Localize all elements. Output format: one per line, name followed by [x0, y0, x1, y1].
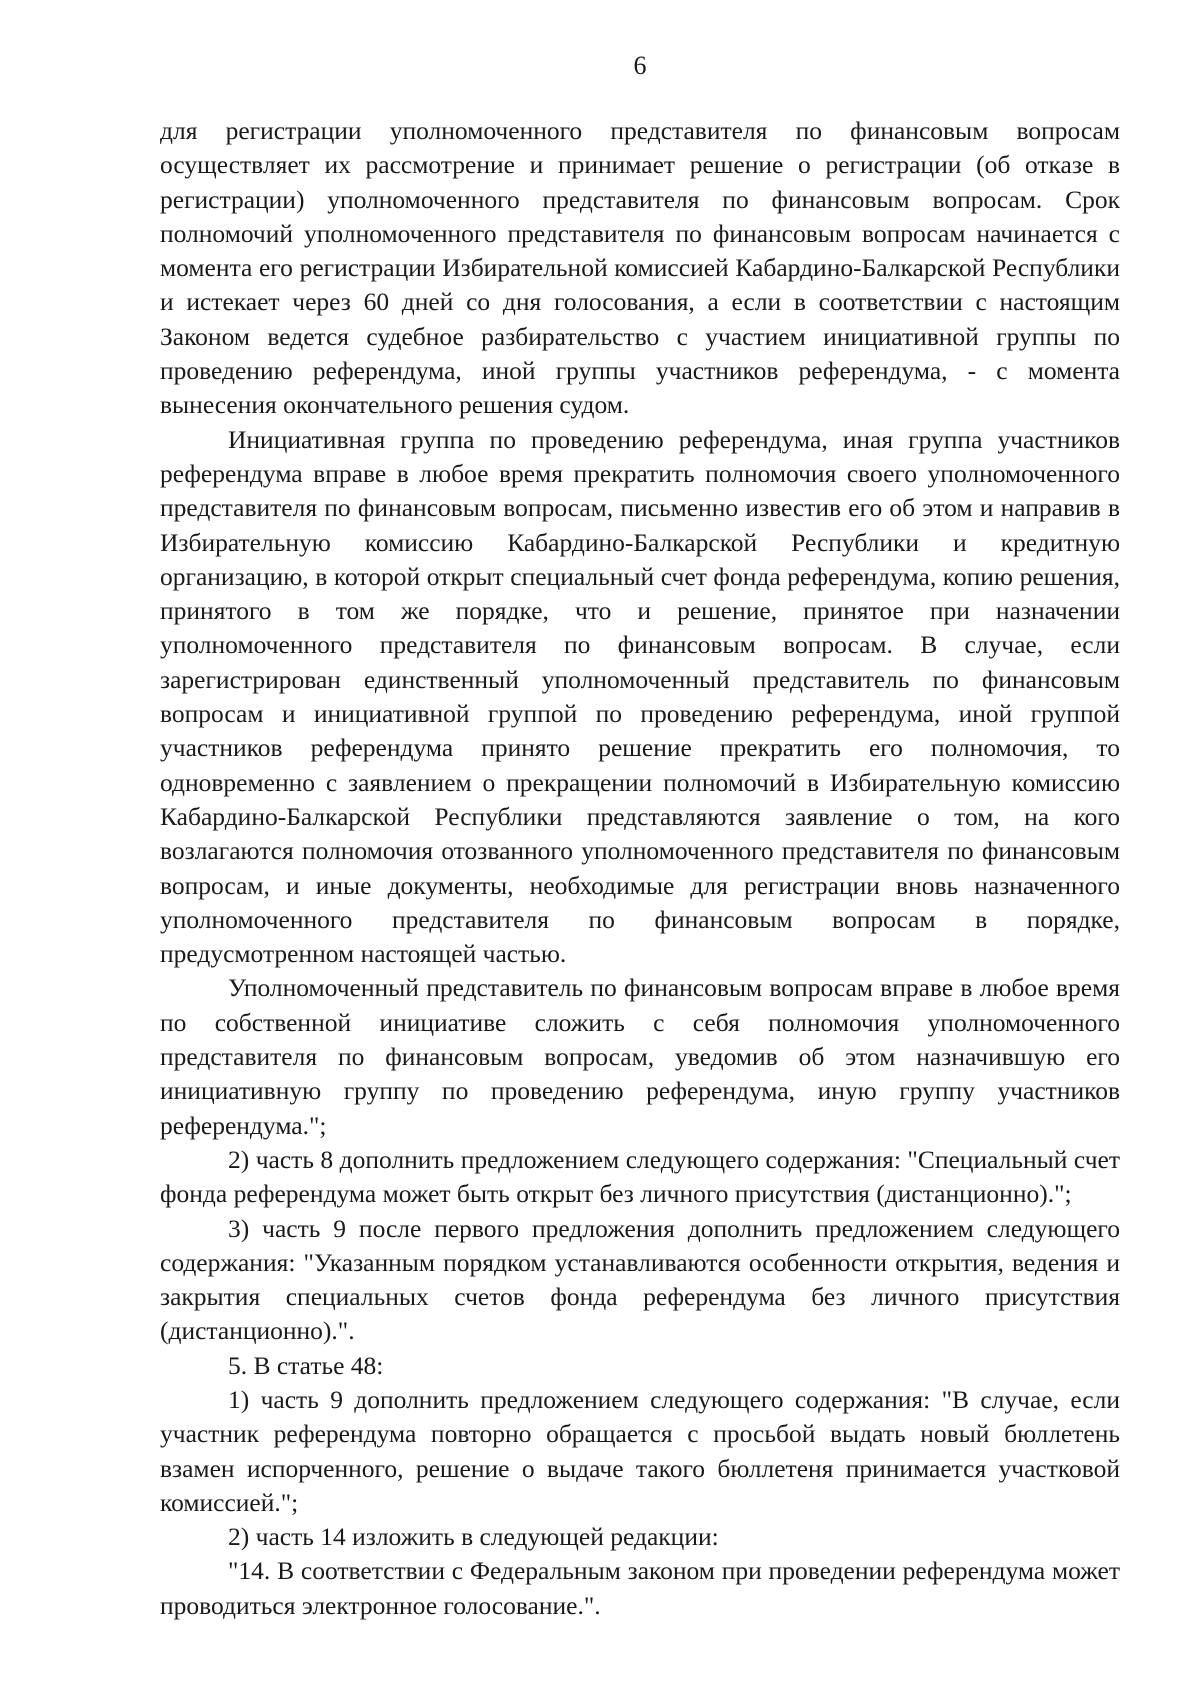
paragraph-registration-term: для регистрации уполномоченного представителя по финансовым вопросам осуществляет их рассмотрение и принимает решение о регистрации (об отказе в регистрации) уполномоченного представителя по финансовым вопросам. Срок полномочий уполномоченного представителя по финансовым вопросам начинается с момента его регистрации Избирательной комиссией Кабардино-Балкарской Республики и истекает через 60 дней со дня голосования, а если в соответствии с настоящим Законом ведется судебное разбирательство с участием инициативной группы по проведению референдума, иной группы участников референдума, - с момента вынесения окончательного решения судом. — [160, 116, 1120, 420]
paragraph-electronic-voting: "14. В соответствии с Федеральным законом при проведении референдума может проводиться электронное голосование.". — [160, 1556, 1120, 1620]
paragraph-resignation: Уполномоченный представитель по финансовым вопросам вправе в любое время по собственной инициативе сложить с себя полномочия уполномоченного представителя по финансовым вопросам, уведомив об этом назначившую его инициативную группу по проведению референдума, иную группу участников референдума."; — [160, 973, 1120, 1140]
paragraph-article-48-heading: 5. В статье 48: — [228, 1350, 384, 1380]
paragraph-termination-of-powers: Инициативная группа по проведению референдума, иная группа участников референдума вправе в любое время прекратить полномочия своего уполномоченного представителя по финансовым вопросам, письменно известив его об этом и направив в Избирательную комиссию Кабардино-Балкарской Республики и кредитную организацию, в которой открыт специальный счет фонда референдума, копию решения, принятого в том же порядке, что и решение, принятое при назначении уполномоченного представителя по финансовым вопросам. В случае, если зарегистрирован единственный уполномоченный представитель по финансовым вопросам и инициативной группой по проведению референдума, иной группой участников референдума принято решение прекратить его полномочия, то одновременно с заявлением о прекращении полномочий в Избирательную комиссию Кабардино-Балкарской Республики представляются заявление о том, на кого возлагаются полномочия отозванного уполномоченного представителя по финансовым вопросам, и иные документы, необходимые для регистрации вновь назначенного уполномоченного представителя по финансовым вопросам в порядке, предусмотренном настоящей частью. — [160, 424, 1120, 969]
paragraph-article-48-part-9: 1) часть 9 дополнить предложением следующего содержания: "В случае, если участник референдума повторно обращается с просьбой выдать новый бюллетень взамен испорченного, решение о выдаче такого бюллетеня принимается участковой комиссией."; — [160, 1384, 1120, 1517]
paragraph-article-48-part-14: 2) часть 14 изложить в следующей редакции: — [228, 1522, 719, 1552]
document-body — [160, 114, 1120, 1623]
page-number: 6 — [633, 51, 647, 80]
paragraph-amendment-part-8: 2) часть 8 дополнить предложением следующего содержания: "Специальный счет фонда референдума может быть открыт без личного присутствия (дистанционно)."; — [160, 1144, 1120, 1209]
paragraph-amendment-part-9: 3) часть 9 после первого предложения дополнить предложением следующего содержания: "Указанным порядком устанавливаются особенности открытия, ведения и закрытия специальных счетов фонда референдума без личного присутствия (дистанционно).". — [160, 1213, 1120, 1346]
